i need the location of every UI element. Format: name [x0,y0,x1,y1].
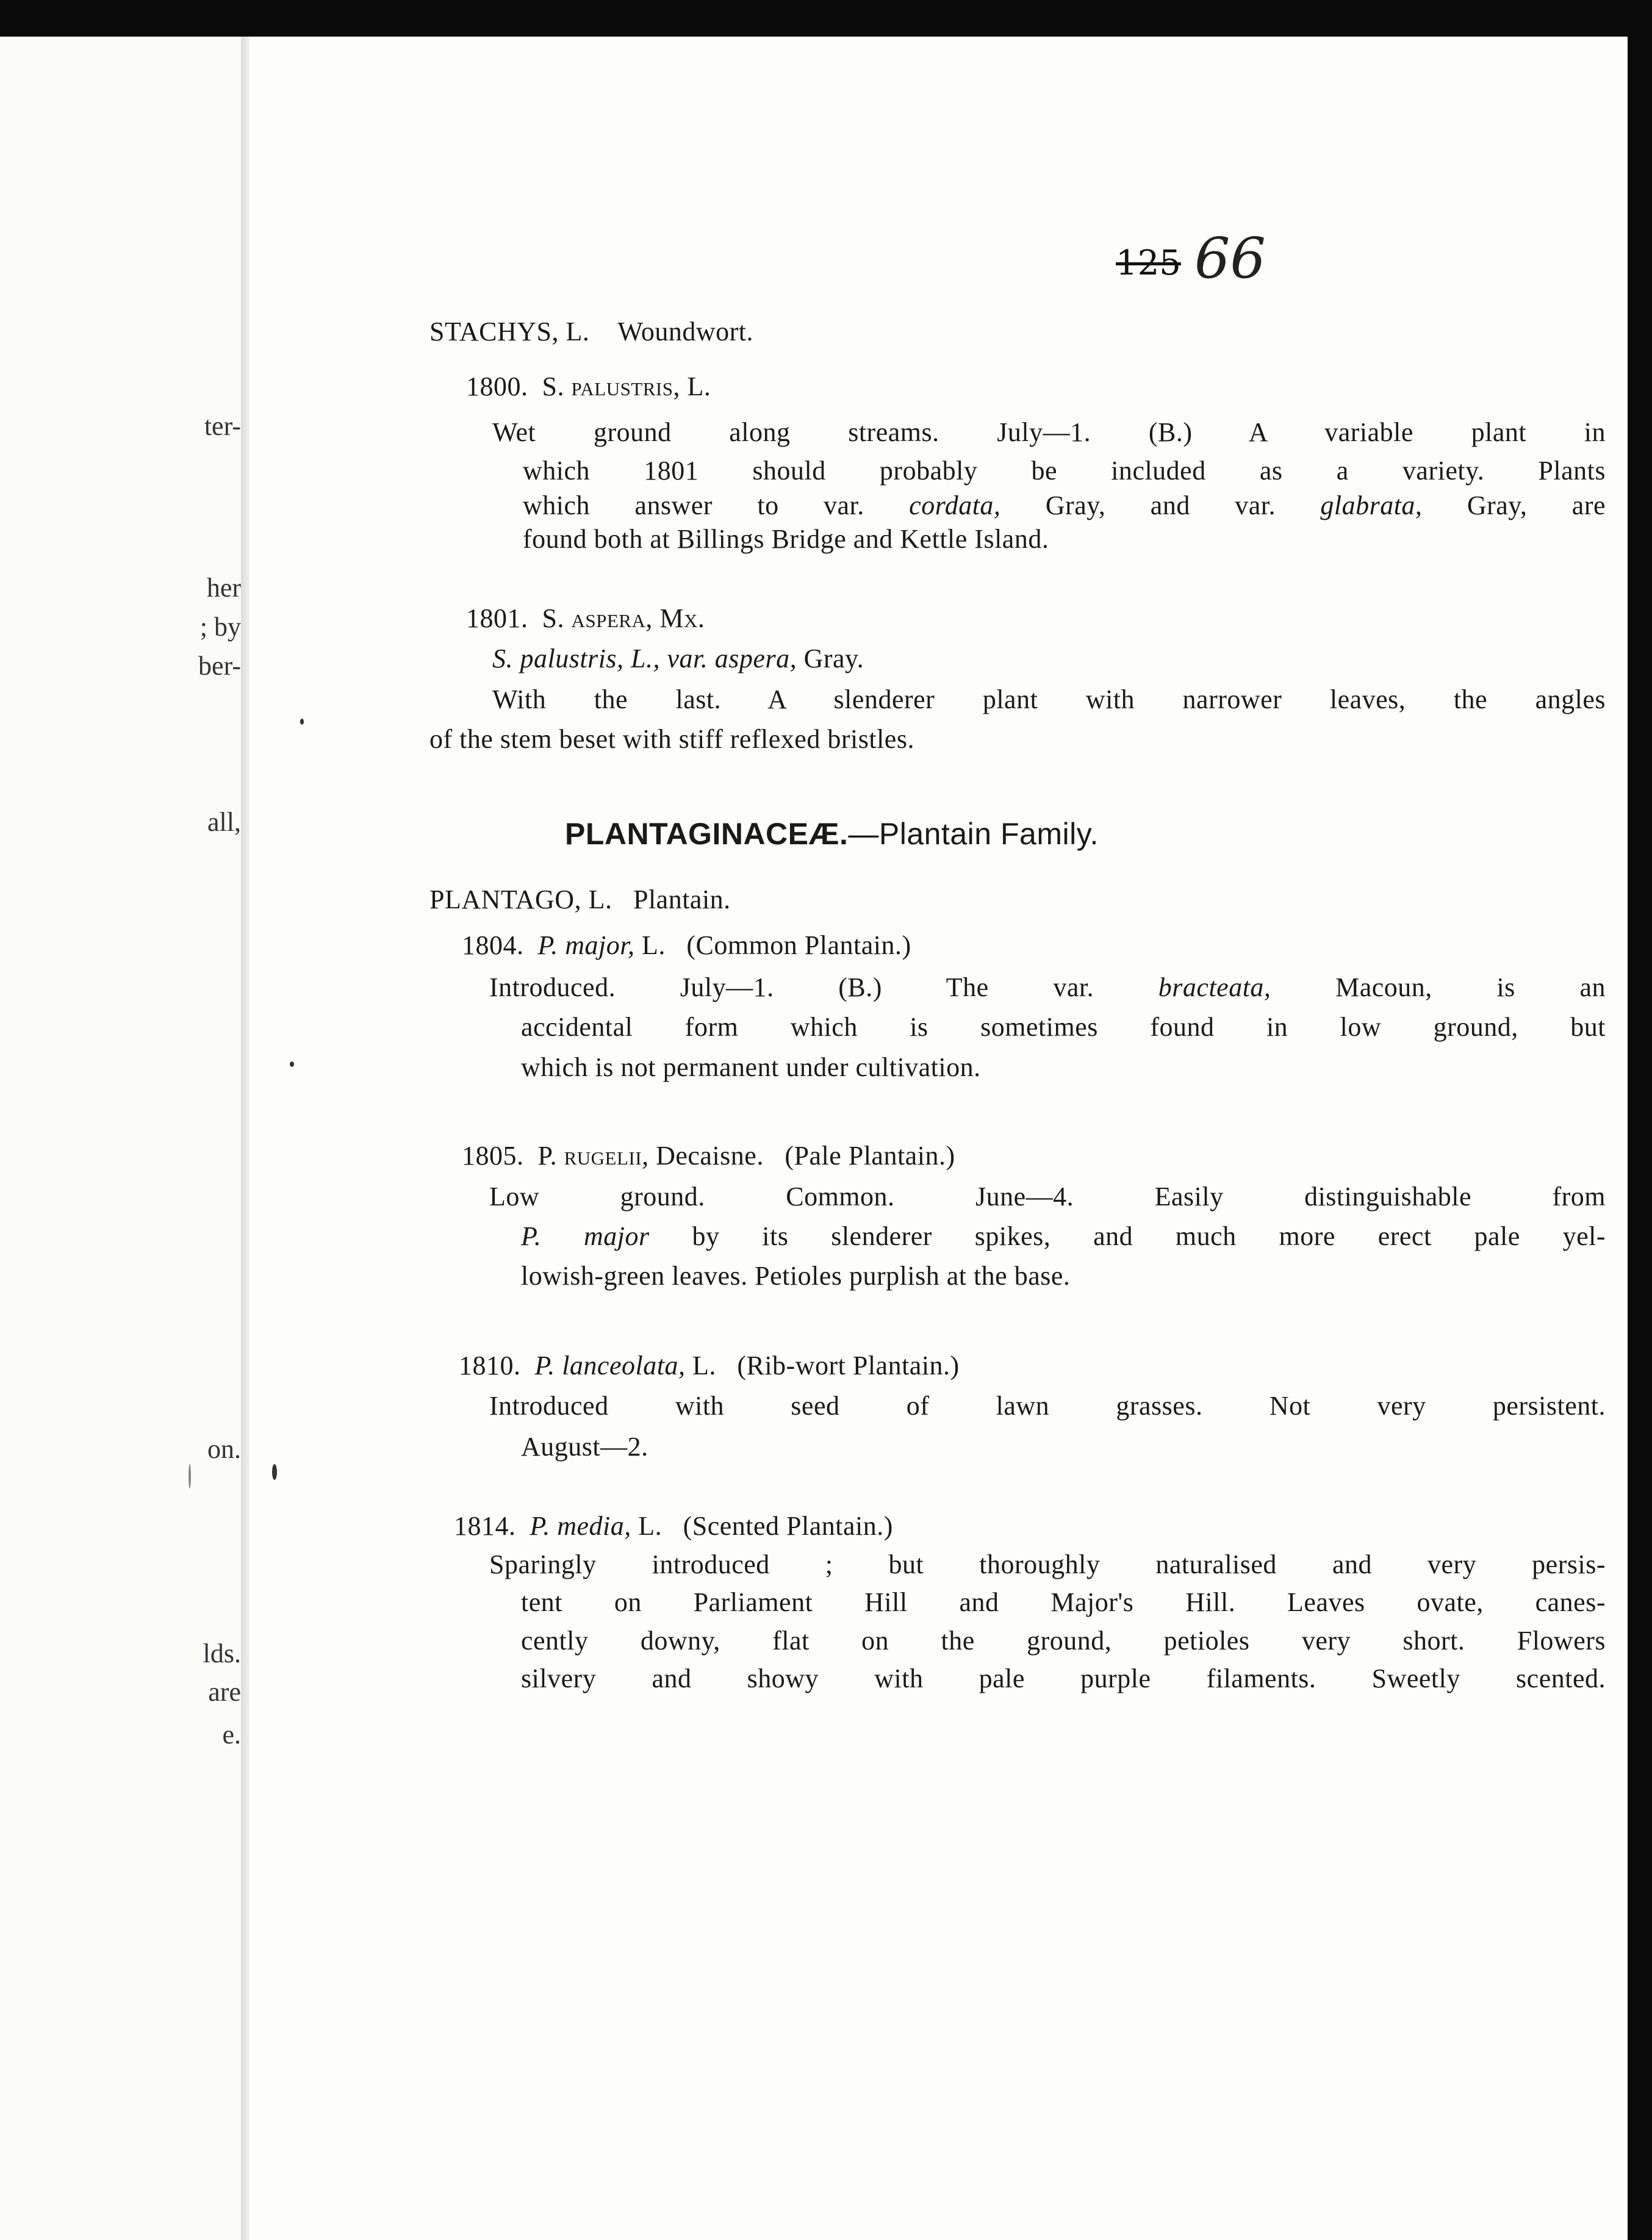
facing-page-fragment: ber- [198,651,241,681]
species-authority: Decaisne. [656,1141,764,1171]
species-heading [462,1143,955,1169]
facing-page-fragment: ; by [199,612,241,642]
facing-page-fragment: all, [207,807,241,837]
genus-common-name: Plantain. [633,885,731,914]
species-heading [462,932,911,959]
family-name: PLANTAGINACEÆ. [565,817,849,851]
species-heading [454,1513,893,1540]
text-run: Gray, and var. [1045,490,1276,520]
genus-heading [429,318,753,345]
species-text-line: silvery and showy with pale purple filaments. Sweetly scented. [521,1664,1606,1693]
species-text-line [521,1223,1606,1250]
italic-run: cordata, [909,490,1001,520]
page-number: 66 [1194,226,1266,291]
species-text-line: With the last. A slenderer plant with narrower leaves, the angles [492,684,1606,714]
synonym-authority: Gray. [803,644,864,673]
species-authority: L. [692,1351,716,1380]
book-gutter [241,37,250,2240]
species-text-line: which is not permanent under cultivation. [521,1052,981,1082]
species-number: 1814. [454,1511,516,1541]
synonym-line [492,645,864,672]
family-common-name: —Plantain Family. [848,817,1099,851]
species-text-line: Sparingly introduced ; but thoroughly naturalised and very persis- [489,1549,1606,1579]
vernacular-name: (Scented Plantain.) [683,1511,893,1541]
facing-page-fragment: e. [222,1720,241,1750]
scan-speck [272,1464,277,1480]
species-text-line: Low ground. Common. June—4. Easily distinguishable from [489,1182,1606,1212]
species-number: 1801. [466,603,528,633]
species-number: 1800. [466,372,528,401]
text-run: which answer to var. [523,490,864,520]
scan-speck [189,1464,191,1488]
species-name: S. palustris, L. [542,372,711,401]
species-name: S. aspera, Mx. [542,603,705,633]
facing-page-fragment: are [208,1677,241,1707]
book-page [250,37,1628,2240]
species-text-line: lowish-green leaves. Petioles purplish at the base. [521,1261,1071,1291]
scan-speck [290,1061,294,1067]
text-run: Gray, are [1467,490,1606,520]
vernacular-name: (Rib-wort Plantain.) [737,1351,960,1380]
species-name: P. lanceolata, [534,1351,686,1380]
species-text-line: cently downy, flat on the ground, petioles very short. Flowers [521,1626,1606,1656]
species-authority: L. [641,930,666,960]
species-authority: L. [638,1511,663,1541]
vernacular-name: (Common Plantain.) [686,930,911,960]
family-heading [565,819,1099,849]
species-text-line: found both at Billings Bridge and Kettle Island. [523,524,1049,554]
species-name: P. rugelii, [537,1141,649,1171]
species-text-line: of the stem beset with stiff reflexed bristles. [429,724,914,754]
species-heading [466,373,711,400]
genus-name: PLANTAGO, L. [429,885,612,914]
species-text-line: August—2. [521,1432,648,1462]
facing-page-fragment: ter- [204,411,241,441]
species-number: 1805. [462,1141,524,1171]
species-number: 1810. [459,1351,521,1380]
synonym: S. palustris, L., var. aspera, [492,644,797,673]
vernacular-name: (Pale Plantain.) [785,1141,955,1171]
species-text-line [489,974,1606,1001]
species-heading [459,1352,960,1379]
scan-speck [300,719,304,725]
species-heading [466,605,705,632]
species-text-line: which 1801 should probably be included as a variety. Plants [523,456,1606,486]
text-run: by its slenderer spikes, and much more erect pale yel- [692,1221,1606,1251]
species-name: P. major, [537,930,635,960]
scan-right-border [1628,0,1652,2240]
text-run: Introduced. July—1. (B.) The var. [489,972,1094,1002]
genus-heading [429,886,731,913]
italic-run: bracteata, [1158,972,1271,1002]
species-number: 1804. [462,930,524,960]
italic-run: P. major [521,1221,650,1251]
italic-run: glabrata, [1320,490,1423,520]
facing-page-fragment: on. [207,1434,241,1464]
species-name: P. media, [530,1511,631,1541]
genus-common-name: Woundwort. [617,317,754,346]
species-text-line: tent on Parliament Hill and Major's Hill. Leaves ovate, canes- [521,1587,1606,1617]
species-text-line: accidental form which is sometimes found in low ground, but [521,1012,1606,1042]
facing-page-fragment: lds. [203,1639,241,1668]
facing-page-fragment: her [206,573,241,603]
genus-name: STACHYS, L. [429,317,590,346]
handwritten-page-number [1116,226,1266,291]
text-run: Macoun, is an [1335,972,1606,1002]
species-text-line: Wet ground along streams. July—1. (B.) A variable plant in [492,417,1606,447]
facing-page-edge [0,37,241,2240]
species-text-line: Introduced with seed of lawn grasses. Not very persistent. [489,1391,1606,1421]
species-text-line [523,492,1606,519]
struck-page-number: 125 [1116,243,1181,283]
